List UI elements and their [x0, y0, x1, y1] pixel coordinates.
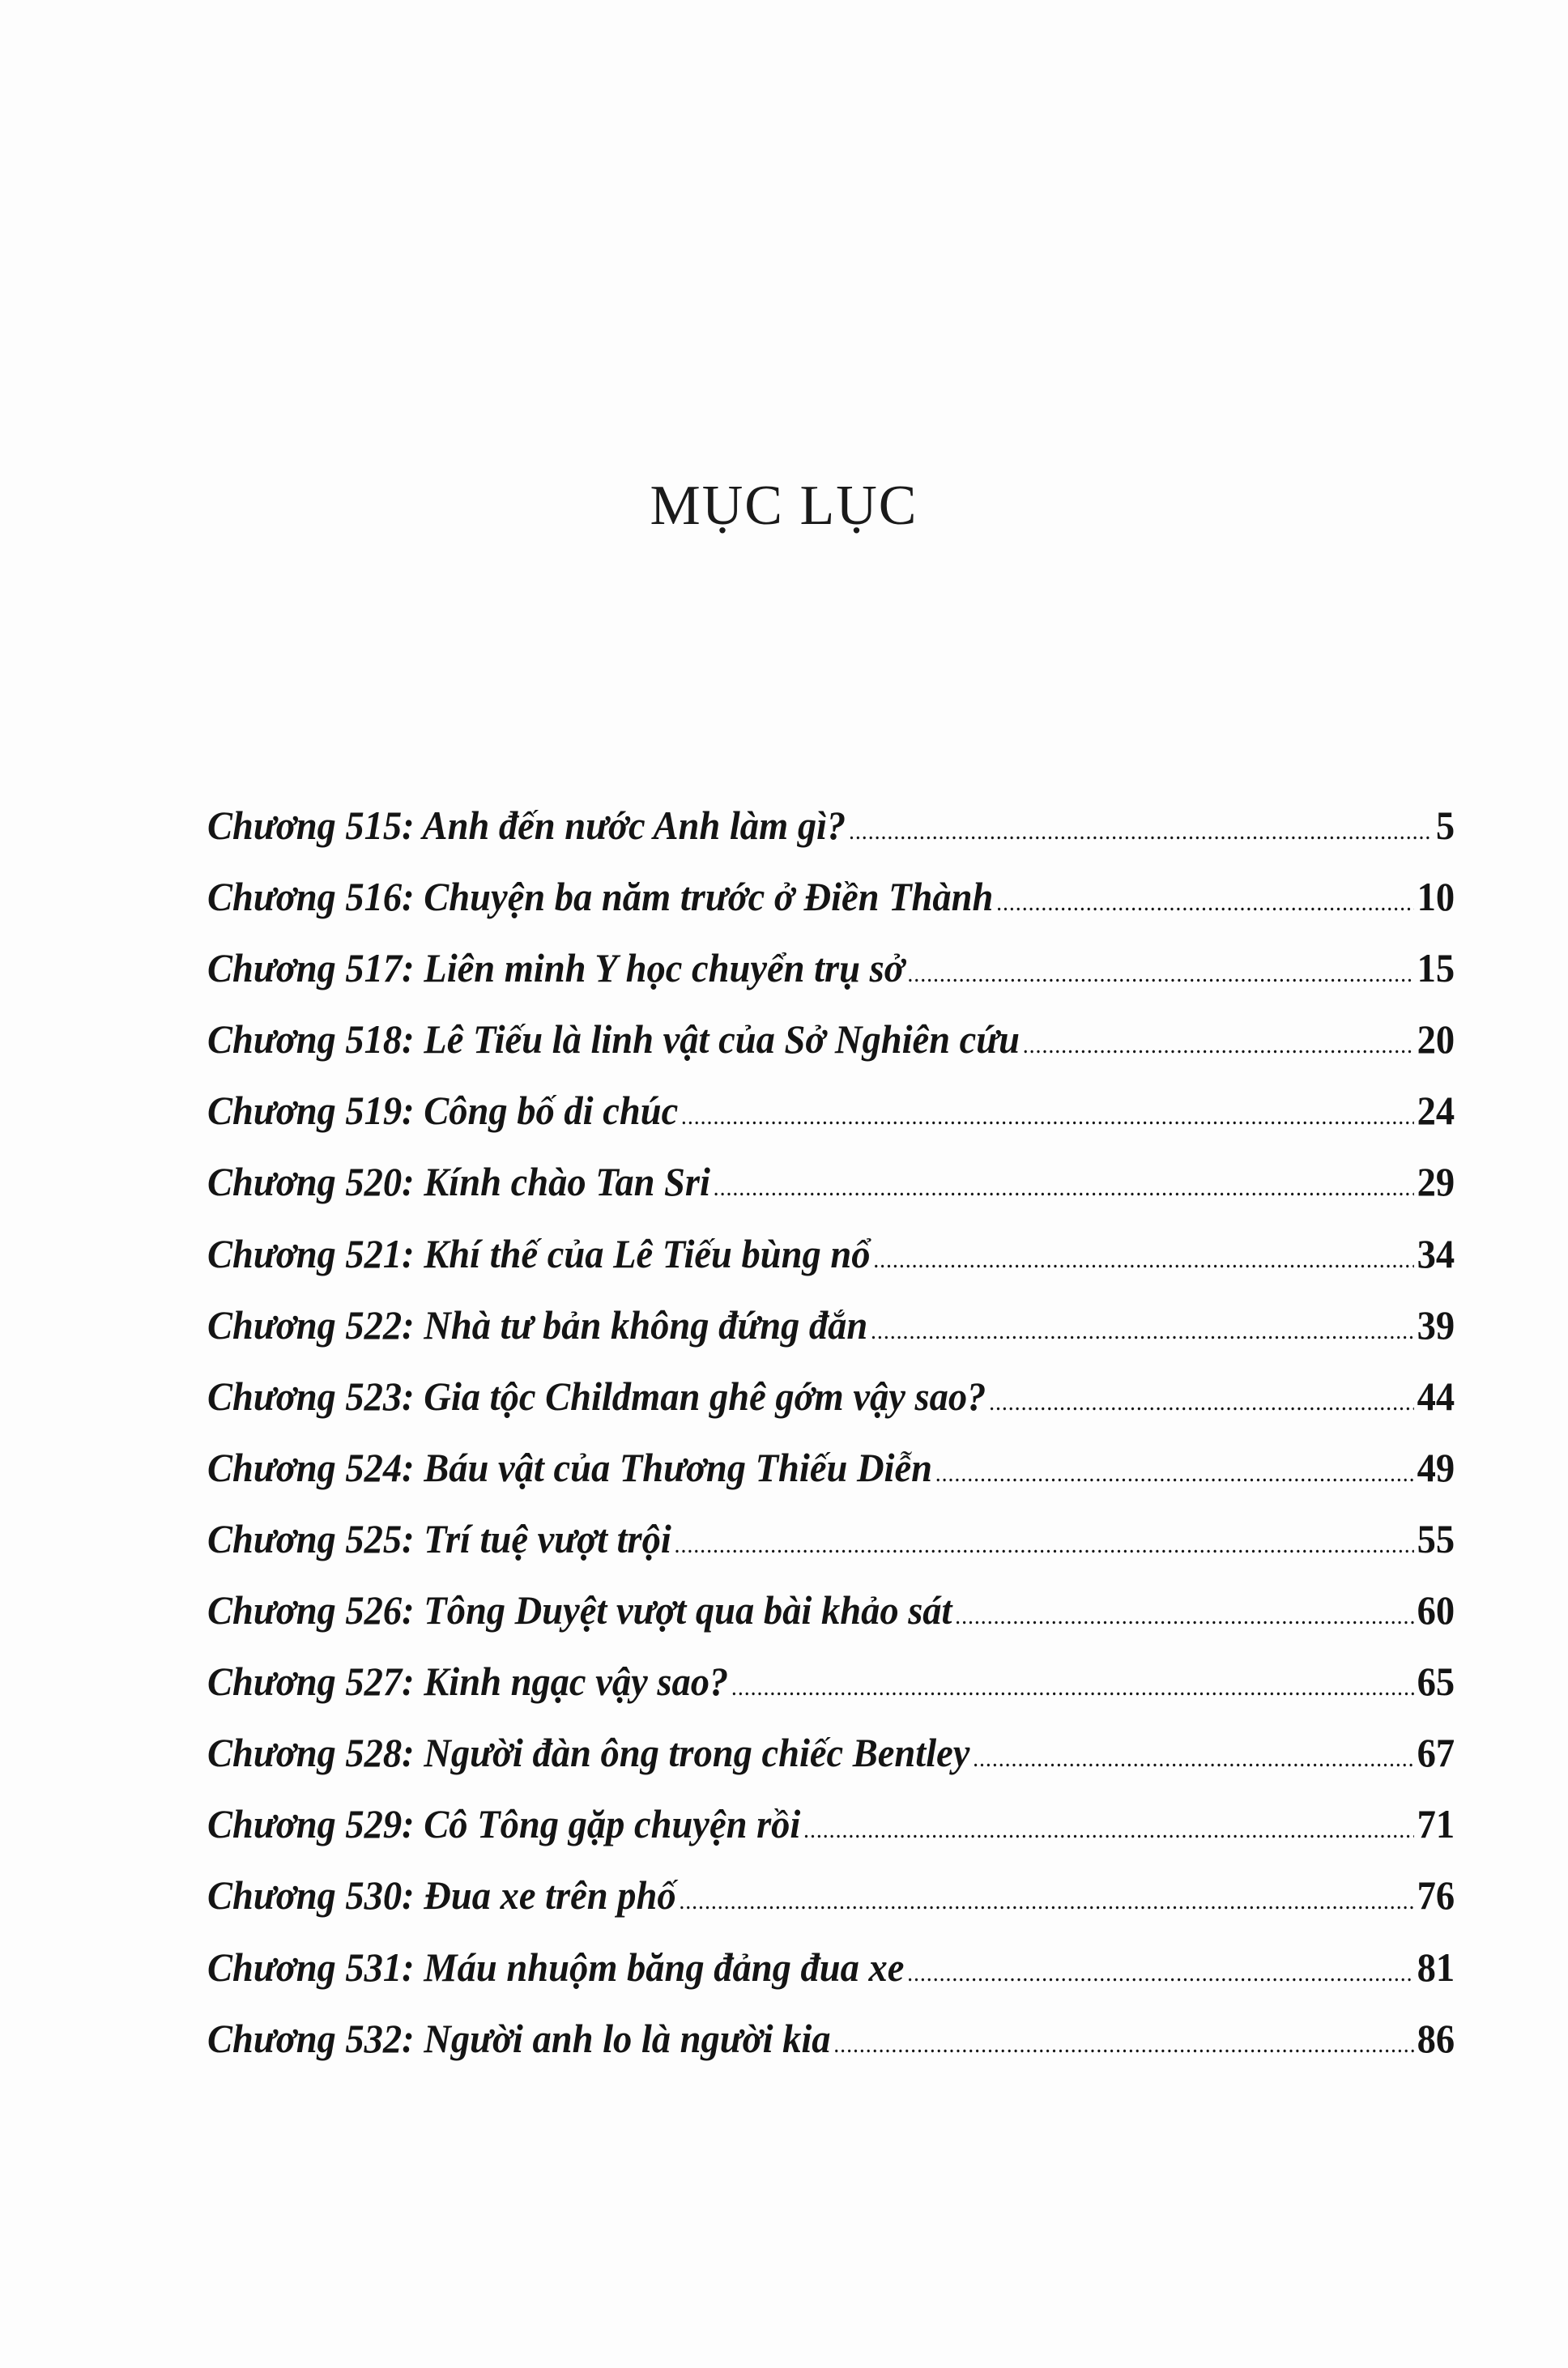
dot-leader — [679, 1888, 1414, 1915]
entry-label: Chương 516: Chuyện ba năm trước ở Điền Thành — [207, 874, 994, 920]
dot-leader — [996, 889, 1414, 917]
dot-leader — [989, 1389, 1414, 1416]
toc-entry[interactable] — [207, 1373, 1455, 1444]
toc-entry[interactable] — [207, 1301, 1455, 1373]
page-title: MỤC LỤC — [650, 475, 918, 537]
entry-label: Chương 520: Kính chào Tan Sri — [207, 1159, 710, 1205]
entry-page: 71 — [1417, 1801, 1455, 1847]
entry-page: 55 — [1417, 1515, 1455, 1561]
dot-leader — [871, 1318, 1414, 1345]
toc-entry[interactable] — [207, 944, 1455, 1016]
entry-label: Chương 521: Khí thế của Lê Tiếu bùng nổ — [207, 1230, 871, 1276]
dot-leader — [849, 818, 1433, 845]
toc-entry[interactable] — [207, 1800, 1455, 1872]
toc-entry[interactable] — [207, 802, 1455, 873]
toc-entry[interactable] — [207, 2015, 1455, 2086]
toc-entry[interactable] — [207, 1944, 1455, 2015]
entry-label: Chương 519: Công bố di chúc — [207, 1088, 679, 1134]
entry-page: 24 — [1417, 1088, 1455, 1134]
dot-leader — [1023, 1032, 1414, 1059]
entry-page: 15 — [1417, 945, 1455, 991]
entry-page: 39 — [1417, 1301, 1455, 1348]
dot-leader — [907, 960, 1413, 988]
entry-page: 60 — [1417, 1587, 1455, 1633]
entry-page: 5 — [1435, 803, 1455, 848]
entry-label: Chương 527: Kinh ngạc vậy sao? — [207, 1659, 729, 1705]
toc-entry[interactable] — [207, 1230, 1455, 1301]
entry-label: Chương 525: Trí tuệ vượt trội — [207, 1515, 671, 1561]
entry-label: Chương 531: Máu nhuộm băng đảng đua xe — [207, 1944, 905, 1990]
dot-leader — [973, 1745, 1414, 1773]
entry-page: 44 — [1417, 1373, 1455, 1419]
entry-page: 76 — [1417, 1872, 1455, 1919]
toc-entry[interactable] — [207, 873, 1455, 944]
dot-leader — [935, 1460, 1414, 1488]
toc-entry[interactable] — [207, 1087, 1455, 1158]
entry-page: 10 — [1417, 874, 1455, 920]
entry-label: Chương 515: Anh đến nước Anh làm gì? — [207, 803, 846, 848]
entry-page: 34 — [1417, 1230, 1455, 1276]
entry-page: 86 — [1417, 2015, 1455, 2061]
entry-page: 81 — [1417, 1944, 1455, 1990]
entry-label: Chương 532: Người anh lo là người kia — [207, 2015, 831, 2061]
dot-leader — [907, 1960, 1414, 1987]
dot-leader — [731, 1674, 1414, 1701]
toc-entry[interactable] — [207, 1872, 1455, 1943]
dot-leader — [714, 1174, 1414, 1202]
dot-leader — [955, 1603, 1414, 1630]
dot-leader — [675, 1531, 1414, 1559]
entry-page: 65 — [1417, 1659, 1455, 1705]
dot-leader — [873, 1246, 1414, 1274]
entry-page: 67 — [1417, 1730, 1455, 1776]
toc-entry[interactable] — [207, 1158, 1455, 1229]
toc-entry[interactable] — [207, 1729, 1455, 1800]
entry-label: Chương 530: Đua xe trên phố — [207, 1872, 676, 1919]
entry-page: 29 — [1417, 1159, 1455, 1205]
toc-entry[interactable] — [207, 1586, 1455, 1658]
dot-leader — [681, 1103, 1414, 1131]
toc-entry[interactable] — [207, 1515, 1455, 1586]
entry-label: Chương 518: Lê Tiếu là linh vật của Sở Nghiên cứu — [207, 1016, 1020, 1063]
entry-label: Chương 524: Báu vật của Thương Thiếu Diễn — [207, 1444, 932, 1490]
table-of-contents — [207, 802, 1455, 2086]
toc-entry[interactable] — [207, 1444, 1455, 1515]
entry-label: Chương 528: Người đàn ông trong chiếc Bentley — [207, 1730, 970, 1776]
entry-label: Chương 523: Gia tộc Childman ghê gớm vậy sao? — [207, 1373, 986, 1419]
dot-leader — [803, 1816, 1414, 1844]
toc-entry[interactable] — [207, 1016, 1455, 1087]
toc-entry[interactable] — [207, 1658, 1455, 1729]
entry-label: Chương 526: Tông Duyệt vượt qua bài khảo sát — [207, 1587, 952, 1633]
dot-leader — [833, 2031, 1414, 2059]
entry-label: Chương 529: Cô Tông gặp chuyện rồi — [207, 1801, 801, 1847]
entry-page: 20 — [1417, 1016, 1455, 1063]
entry-page: 49 — [1417, 1444, 1455, 1490]
entry-label: Chương 522: Nhà tư bản không đứng đắn — [207, 1301, 868, 1348]
entry-label: Chương 517: Liên minh Y học chuyển trụ sở — [207, 945, 905, 991]
